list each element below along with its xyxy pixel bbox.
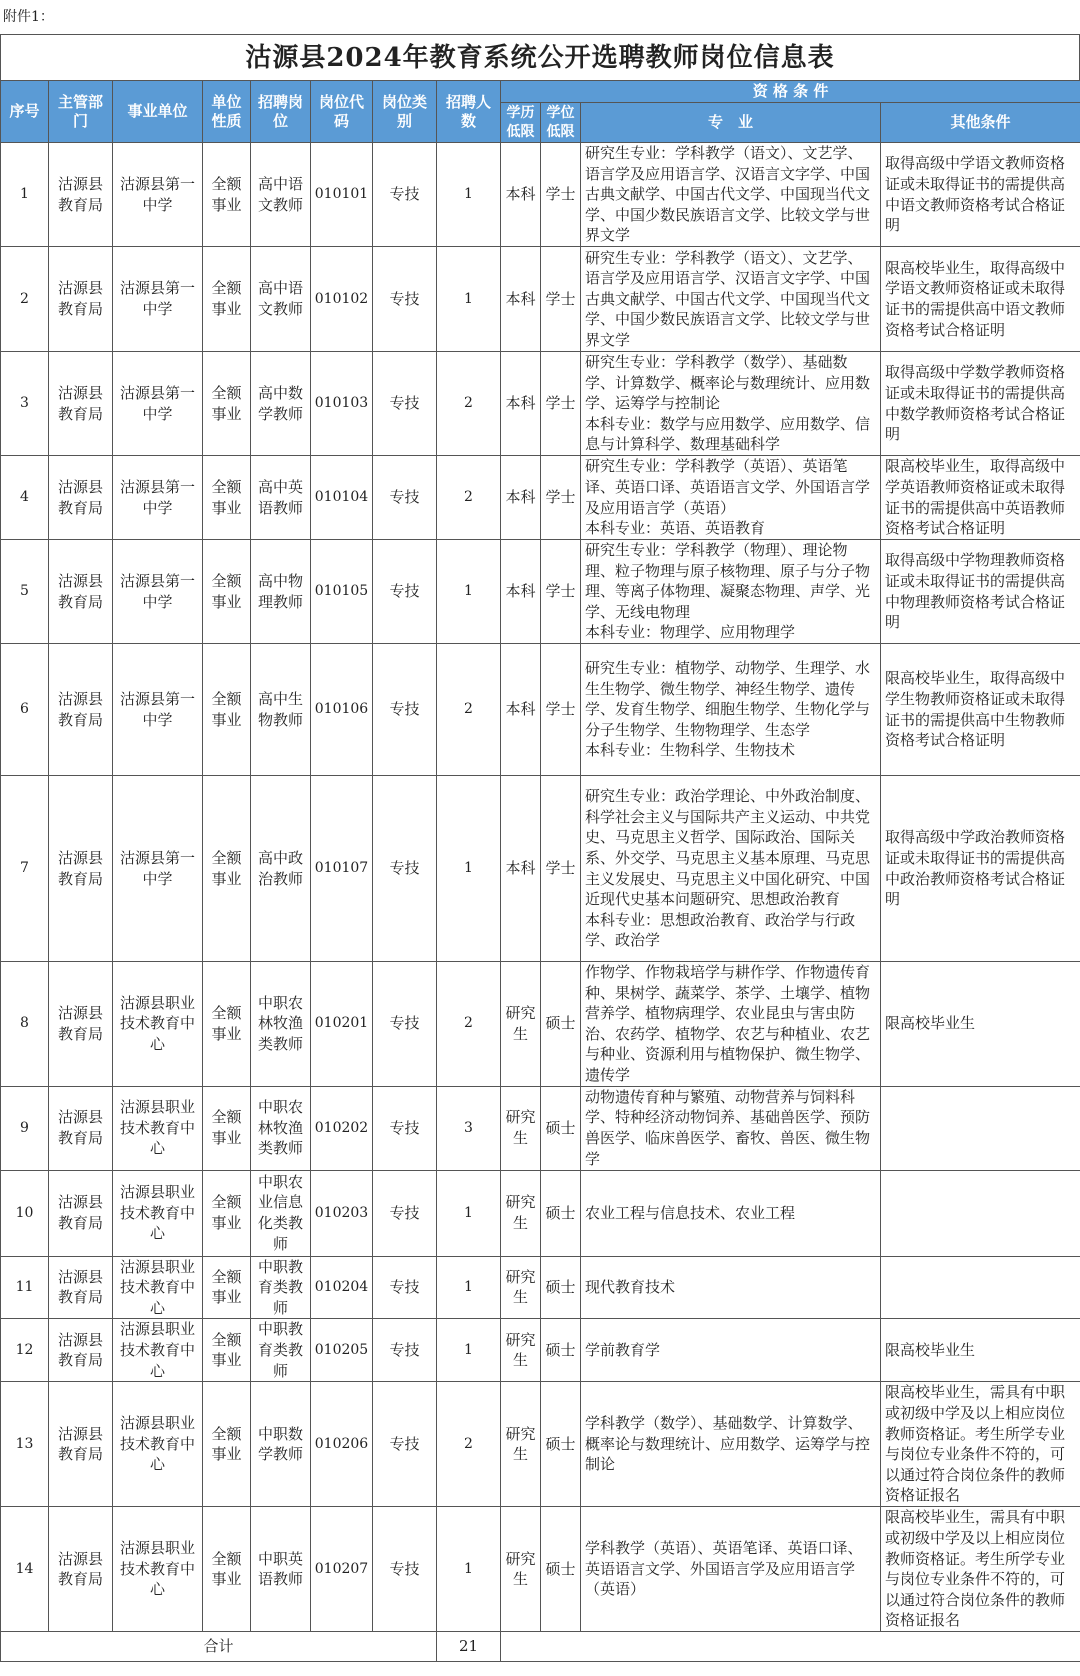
cell-major: 作物学、作物栽培学与耕作学、作物遗传育种、果树学、蔬菜学、茶学、土壤学、植物营养学、植物病理学、农业昆虫与害虫防治、农药学、植物学、农艺与种植业、农艺与种业、资源利用与植物保护、微生物学、遗传学 (581, 962, 881, 1087)
header-other: 其他条件 (881, 103, 1080, 143)
cell-category: 专技 (373, 962, 437, 1087)
cell-nature: 全额事业 (203, 1170, 251, 1256)
header-dept: 主管部门 (49, 81, 113, 143)
cell-major: 学科教学（数学）、基础数学、计算数学、概率论与数理统计、应用数学、运筹学与控制论 (581, 1382, 881, 1507)
cell-category: 专技 (373, 1382, 437, 1507)
cell-seq: 7 (1, 776, 49, 962)
cell-nature: 全额事业 (203, 1382, 251, 1507)
table-row (1, 644, 1080, 776)
cell-dept: 沽源县教育局 (49, 962, 113, 1087)
cell-code: 010206 (311, 1382, 373, 1507)
cell-major: 学科教学（英语）、英语笔译、英语口译、英语语言文学、外国语言学及应用语言学（英语） (581, 1507, 881, 1632)
cell-post: 中职英语教师 (251, 1507, 311, 1632)
cell-count: 1 (437, 143, 501, 247)
total-count: 21 (437, 1632, 501, 1662)
table-row (1, 1382, 1080, 1507)
cell-dept: 沽源县教育局 (49, 1507, 113, 1632)
total-label: 合计 (1, 1632, 437, 1662)
cell-education: 本科 (501, 540, 541, 644)
header-education: 学历低限 (501, 103, 541, 143)
cell-dept: 沽源县教育局 (49, 456, 113, 540)
cell-major: 研究生专业：政治学理论、中外政治制度、科学社会主义与国际共产主义运动、中共党史、马克思主义哲学、国际政治、国际关系、外交学、马克思主义基本原理、马克思主义发展史、马克思主义中国化研究、中国近现代史基本问题研究、思想政治教育 本科专业：思想政治教育、政治学与行政学、政治学 (581, 776, 881, 962)
cell-unit: 沽源县第一中学 (113, 352, 203, 456)
cell-dept: 沽源县教育局 (49, 540, 113, 644)
cell-nature: 全额事业 (203, 776, 251, 962)
cell-seq: 14 (1, 1507, 49, 1632)
cell-other: 限高校毕业生 (881, 962, 1080, 1087)
cell-category: 专技 (373, 1319, 437, 1382)
table-row (1, 1086, 1080, 1170)
cell-seq: 1 (1, 143, 49, 247)
cell-code: 010103 (311, 352, 373, 456)
cell-seq: 13 (1, 1382, 49, 1507)
cell-post: 中职数学教师 (251, 1382, 311, 1507)
cell-education: 研究生 (501, 1382, 541, 1507)
cell-count: 1 (437, 247, 501, 352)
cell-major: 学前教育学 (581, 1319, 881, 1382)
cell-count: 2 (437, 644, 501, 776)
cell-code: 010101 (311, 143, 373, 247)
cell-count: 2 (437, 1382, 501, 1507)
cell-dept: 沽源县教育局 (49, 1319, 113, 1382)
cell-seq: 11 (1, 1256, 49, 1319)
cell-nature: 全额事业 (203, 644, 251, 776)
header-qualifications: 资 格 条 件 (501, 81, 1080, 103)
cell-unit: 沽源县第一中学 (113, 540, 203, 644)
cell-category: 专技 (373, 540, 437, 644)
cell-code: 010106 (311, 644, 373, 776)
cell-unit: 沽源县职业技术教育中心 (113, 1170, 203, 1256)
cell-dept: 沽源县教育局 (49, 776, 113, 962)
cell-other: 限高校毕业生，需具有中职或初级中学及以上相应岗位教师资格证。考生所学专业与岗位专业条件不符的，可以通过符合岗位条件的教师资格证报名 (881, 1382, 1080, 1507)
cell-unit: 沽源县职业技术教育中心 (113, 962, 203, 1087)
cell-code: 010207 (311, 1507, 373, 1632)
cell-education: 本科 (501, 143, 541, 247)
cell-count: 1 (437, 1170, 501, 1256)
cell-degree: 硕士 (541, 1382, 581, 1507)
cell-seq: 10 (1, 1170, 49, 1256)
cell-post: 中职农业信息化类教师 (251, 1170, 311, 1256)
cell-seq: 6 (1, 644, 49, 776)
cell-other: 取得高级中学语文教师资格证或未取得证书的需提供高中语文教师资格考试合格证明 (881, 143, 1080, 247)
cell-nature: 全额事业 (203, 352, 251, 456)
cell-nature: 全额事业 (203, 1507, 251, 1632)
cell-code: 010205 (311, 1319, 373, 1382)
cell-degree: 学士 (541, 540, 581, 644)
total-empty (501, 1632, 1080, 1662)
cell-degree: 学士 (541, 644, 581, 776)
cell-seq: 8 (1, 962, 49, 1087)
cell-count: 1 (437, 1256, 501, 1319)
cell-unit: 沽源县第一中学 (113, 644, 203, 776)
header-code: 岗位代码 (311, 81, 373, 143)
cell-category: 专技 (373, 247, 437, 352)
table-row (1, 776, 1080, 962)
cell-dept: 沽源县教育局 (49, 143, 113, 247)
cell-major: 研究生专业：学科教学（物理）、理论物理、粒子物理与原子核物理、原子与分子物理、等离子体物理、凝聚态物理、声学、光学、无线电物理 本科专业：物理学、应用物理学 (581, 540, 881, 644)
header-post: 招聘岗位 (251, 81, 311, 143)
cell-major: 研究生专业：植物学、动物学、生理学、水生生物学、微生物学、神经生物学、遗传学、发育生物学、细胞生物学、生物化学与分子生物学、生物物理学、生态学 本科专业：生物科学、生物技术 (581, 644, 881, 776)
cell-unit: 沽源县职业技术教育中心 (113, 1256, 203, 1319)
cell-other: 限高校毕业生，取得高级中学英语教师资格证或未取得证书的需提供高中英语教师资格考试合格证明 (881, 456, 1080, 540)
cell-count: 3 (437, 1086, 501, 1170)
cell-unit: 沽源县第一中学 (113, 247, 203, 352)
cell-education: 本科 (501, 776, 541, 962)
cell-code: 010201 (311, 962, 373, 1087)
cell-post: 高中生物教师 (251, 644, 311, 776)
cell-education: 研究生 (501, 1256, 541, 1319)
page-title: 沽源县2024年教育系统公开选聘教师岗位信息表 (0, 34, 1080, 82)
cell-major: 研究生专业：学科教学（数学）、基础数学、计算数学、概率论与数理统计、应用数学、运筹学与控制论 本科专业：数学与应用数学、应用数学、信息与计算科学、数理基础科学 (581, 352, 881, 456)
cell-education: 本科 (501, 644, 541, 776)
cell-code: 010107 (311, 776, 373, 962)
cell-count: 2 (437, 962, 501, 1087)
positions-table (0, 80, 1080, 1662)
cell-post: 高中物理教师 (251, 540, 311, 644)
cell-other: 限高校毕业生，需具有中职或初级中学及以上相应岗位教师资格证。考生所学专业与岗位专业条件不符的，可以通过符合岗位条件的教师资格证报名 (881, 1507, 1080, 1632)
cell-nature: 全额事业 (203, 247, 251, 352)
table-row (1, 540, 1080, 644)
cell-dept: 沽源县教育局 (49, 1382, 113, 1507)
cell-category: 专技 (373, 352, 437, 456)
cell-other (881, 1256, 1080, 1319)
cell-post: 中职教育类教师 (251, 1256, 311, 1319)
cell-post: 高中数学教师 (251, 352, 311, 456)
cell-other: 限高校毕业生，取得高级中学生物教师资格证或未取得证书的需提供高中生物教师资格考试合格证明 (881, 644, 1080, 776)
cell-seq: 5 (1, 540, 49, 644)
cell-other: 取得高级中学政治教师资格证或未取得证书的需提供高中政治教师资格考试合格证明 (881, 776, 1080, 962)
cell-post: 中职农林牧渔类教师 (251, 962, 311, 1087)
total-row (1, 1632, 1080, 1662)
cell-education: 本科 (501, 247, 541, 352)
table-body (1, 143, 1080, 1662)
header-seq: 序号 (1, 81, 49, 143)
table-row (1, 1507, 1080, 1632)
cell-post: 中职农林牧渔类教师 (251, 1086, 311, 1170)
table-row (1, 1319, 1080, 1382)
cell-count: 1 (437, 776, 501, 962)
cell-degree: 学士 (541, 143, 581, 247)
cell-post: 高中语文教师 (251, 247, 311, 352)
table-row (1, 352, 1080, 456)
cell-category: 专技 (373, 143, 437, 247)
cell-other (881, 1086, 1080, 1170)
cell-degree: 硕士 (541, 1086, 581, 1170)
cell-count: 2 (437, 352, 501, 456)
cell-category: 专技 (373, 1256, 437, 1319)
cell-nature: 全额事业 (203, 540, 251, 644)
cell-code: 010202 (311, 1086, 373, 1170)
cell-education: 本科 (501, 456, 541, 540)
cell-degree: 硕士 (541, 1170, 581, 1256)
header-unit: 事业单位 (113, 81, 203, 143)
cell-unit: 沽源县职业技术教育中心 (113, 1086, 203, 1170)
cell-education: 研究生 (501, 962, 541, 1087)
cell-code: 010204 (311, 1256, 373, 1319)
cell-post: 高中英语教师 (251, 456, 311, 540)
table-row (1, 143, 1080, 247)
cell-seq: 3 (1, 352, 49, 456)
cell-category: 专技 (373, 1170, 437, 1256)
cell-degree: 硕士 (541, 1507, 581, 1632)
cell-other: 限高校毕业生，取得高级中学语文教师资格证或未取得证书的需提供高中语文教师资格考试合格证明 (881, 247, 1080, 352)
cell-nature: 全额事业 (203, 1086, 251, 1170)
cell-other: 取得高级中学物理教师资格证或未取得证书的需提供高中物理教师资格考试合格证明 (881, 540, 1080, 644)
header-degree: 学位低限 (541, 103, 581, 143)
header-nature: 单位性质 (203, 81, 251, 143)
cell-nature: 全额事业 (203, 1256, 251, 1319)
cell-degree: 学士 (541, 247, 581, 352)
cell-code: 010104 (311, 456, 373, 540)
cell-major: 研究生专业：学科教学（英语）、英语笔译、英语口译、英语语言文学、外国语言学及应用语言学（英语） 本科专业：英语、英语教育 (581, 456, 881, 540)
cell-post: 高中语文教师 (251, 143, 311, 247)
cell-other (881, 1170, 1080, 1256)
table-row (1, 1256, 1080, 1319)
cell-degree: 硕士 (541, 1319, 581, 1382)
cell-other: 限高校毕业生 (881, 1319, 1080, 1382)
cell-code: 010203 (311, 1170, 373, 1256)
cell-education: 本科 (501, 352, 541, 456)
table-row (1, 1170, 1080, 1256)
cell-count: 1 (437, 1507, 501, 1632)
table-row (1, 456, 1080, 540)
cell-count: 1 (437, 1319, 501, 1382)
cell-seq: 12 (1, 1319, 49, 1382)
cell-category: 专技 (373, 776, 437, 962)
cell-post: 高中政治教师 (251, 776, 311, 962)
header-category: 岗位类别 (373, 81, 437, 143)
cell-count: 1 (437, 540, 501, 644)
cell-major: 现代教育技术 (581, 1256, 881, 1319)
cell-education: 研究生 (501, 1319, 541, 1382)
cell-dept: 沽源县教育局 (49, 352, 113, 456)
cell-degree: 学士 (541, 776, 581, 962)
table-row (1, 247, 1080, 352)
header-major: 专 业 (581, 103, 881, 143)
cell-nature: 全额事业 (203, 143, 251, 247)
cell-seq: 4 (1, 456, 49, 540)
cell-unit: 沽源县职业技术教育中心 (113, 1507, 203, 1632)
header-count: 招聘人数 (437, 81, 501, 143)
cell-nature: 全额事业 (203, 1319, 251, 1382)
cell-code: 010105 (311, 540, 373, 644)
cell-post: 中职教育类教师 (251, 1319, 311, 1382)
cell-degree: 学士 (541, 352, 581, 456)
cell-unit: 沽源县第一中学 (113, 776, 203, 962)
cell-major: 研究生专业：学科教学（语文）、文艺学、语言学及应用语言学、汉语言文字学、中国古典文献学、中国古代文学、中国现当代文学、中国少数民族语言文学、比较文学与世界文学 (581, 247, 881, 352)
cell-dept: 沽源县教育局 (49, 644, 113, 776)
cell-category: 专技 (373, 644, 437, 776)
cell-unit: 沽源县职业技术教育中心 (113, 1319, 203, 1382)
cell-category: 专技 (373, 456, 437, 540)
cell-dept: 沽源县教育局 (49, 1256, 113, 1319)
cell-degree: 硕士 (541, 1256, 581, 1319)
cell-major: 农业工程与信息技术、农业工程 (581, 1170, 881, 1256)
cell-other: 取得高级中学数学教师资格证或未取得证书的需提供高中数学教师资格考试合格证明 (881, 352, 1080, 456)
cell-education: 研究生 (501, 1507, 541, 1632)
cell-code: 010102 (311, 247, 373, 352)
cell-category: 专技 (373, 1507, 437, 1632)
cell-dept: 沽源县教育局 (49, 1086, 113, 1170)
cell-nature: 全额事业 (203, 962, 251, 1087)
cell-degree: 硕士 (541, 962, 581, 1087)
cell-dept: 沽源县教育局 (49, 1170, 113, 1256)
cell-unit: 沽源县职业技术教育中心 (113, 1382, 203, 1507)
cell-seq: 2 (1, 247, 49, 352)
cell-unit: 沽源县第一中学 (113, 456, 203, 540)
cell-unit: 沽源县第一中学 (113, 143, 203, 247)
cell-dept: 沽源县教育局 (49, 247, 113, 352)
cell-seq: 9 (1, 1086, 49, 1170)
attachment-label: 附件1： (3, 9, 54, 25)
cell-major: 研究生专业：学科教学（语文）、文艺学、语言学及应用语言学、汉语言文字学、中国古典文献学、中国古代文学、中国现当代文学、中国少数民族语言文学、比较文学与世界文学 (581, 143, 881, 247)
cell-education: 研究生 (501, 1086, 541, 1170)
cell-count: 2 (437, 456, 501, 540)
cell-nature: 全额事业 (203, 456, 251, 540)
cell-major: 动物遗传育种与繁殖、动物营养与饲料科学、特种经济动物饲养、基础兽医学、预防兽医学、临床兽医学、畜牧、兽医、微生物学 (581, 1086, 881, 1170)
cell-degree: 学士 (541, 456, 581, 540)
cell-category: 专技 (373, 1086, 437, 1170)
cell-education: 研究生 (501, 1170, 541, 1256)
table-row (1, 962, 1080, 1087)
